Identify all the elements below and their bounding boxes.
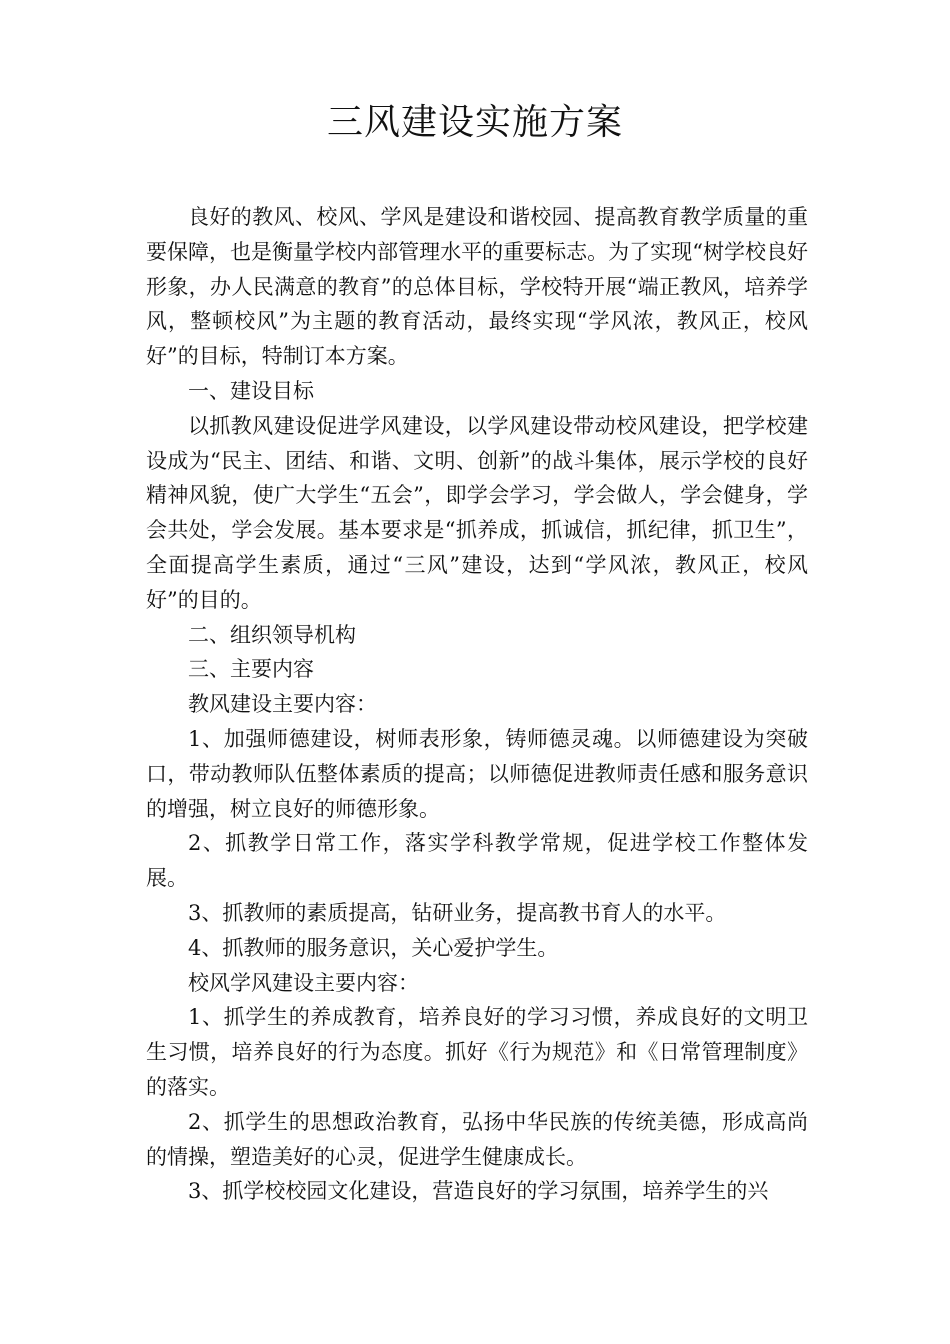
school-item-1: 1、抓学生的养成教育，培养良好的学习习惯，养成良好的文明卫生习惯，培养良好的行为态度。抓好《行为规范》和《日常管理制度》的落实。 — [146, 1005, 808, 1099]
teaching-item-1: 1、加强师德建设，树师表形象，铸师德灵魂。以师德建设为突破口，带动教师队伍整体素质的提高；以师德促进教师责任感和服务意识的增强，树立良好的师德形象。 — [146, 726, 808, 821]
subheading-school-study-style: 校风学风建设主要内容： — [188, 970, 419, 995]
goals-paragraph: 以抓教风建设促进学风建设，以学风建设带动校风建设，把学校建设成为“民主、团结、和谐、文明、创新”的战斗集体，展示学校的良好精神风貌，使广大学生“五会”，即学会学习，学会做人，学会健身，学会共处，学会发展。基本要求是“抓养成，抓诚信，抓纪律，抓卫生”，全面提高学生素质，通过“三风”建设，达到“学风浓，教风正，校风好”的目的。 — [146, 413, 808, 612]
teaching-item-3: 3、抓教师的素质提高，钻研业务，提高教书育人的水平。 — [188, 900, 727, 925]
school-item-3: 3、抓学校校园文化建设，营造良好的学习氛围，培养学生的兴 — [188, 1179, 769, 1204]
intro-paragraph: 良好的教风、校风、学风是建设和谐校园、提高教育教学质量的重要保障，也是衡量学校内部管理水平的重要标志。为了实现“树学校良好形象，办人民满意的教育”的总体目标，学校特开展“端正教风，培养学风，整顿校风”为主题的教育活动，最终实现“学风浓，教风正，校风好”的目标，特制订本方案。 — [146, 205, 808, 369]
school-item-2: 2、抓学生的思想政治教育，弘扬中华民族的传统美德，形成高尚的情操，塑造美好的心灵，促进学生健康成长。 — [146, 1109, 808, 1169]
teaching-item-4: 4、抓教师的服务意识，关心爱护学生。 — [188, 935, 559, 960]
section-heading-organization: 二、组织领导机构 — [188, 622, 356, 647]
document-title: 三风建设实施方案 — [326, 102, 623, 143]
teaching-item-2: 2、抓教学日常工作，落实学科教学常规，促进学校工作整体发展。 — [146, 831, 808, 891]
section-heading-goals: 一、建设目标 — [188, 378, 314, 403]
section-heading-content: 三、主要内容 — [188, 657, 314, 682]
document-body — [146, 200, 808, 1209]
subheading-teaching-style: 教风建设主要内容： — [188, 692, 377, 717]
